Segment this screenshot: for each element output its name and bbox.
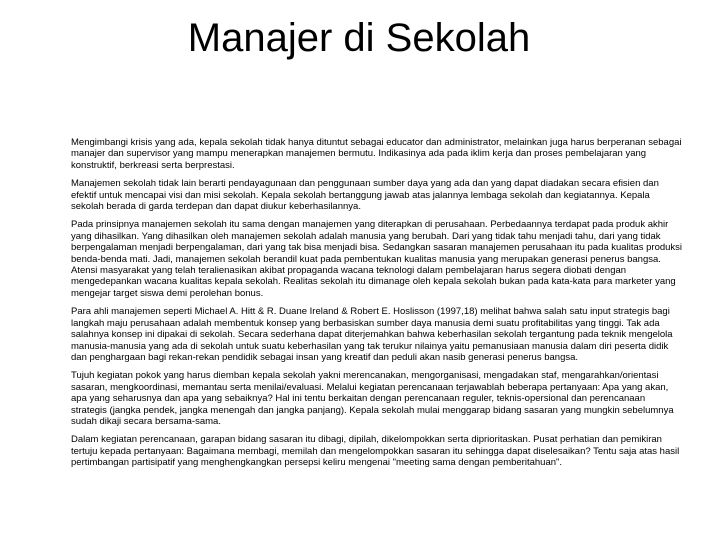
paragraph-3: Pada prinsipnya manajemen sekolah itu sama dengan manajemen yang diterapkan di perusahaan. Perbedaannya terdapat pada produk akhir yang dihasilkan. Yang dihasilkan oleh manajemen sekolah adalah manusia yang berubah. Dari yang tidak tahu menjadi tahu, dari yang tidak berpengalaman menjadi berpengalaman, dari yang tak bisa menjadi bisa. Sedangkan sasaran manajemen perusahaan itu pada kualitas produksi benda-benda mati. Jadi, manajemen sekolah berandil kuat pada pembentukan kualitas manusia yang merupakan generasi penerus bangsa. Atensi masyarakat yang telah teralienasikan akibat propaganda wacana teknologi dalam pembelajaran harus segera diobati dengan mengedepankan wacana kualitas kepala sekolah. Realitas sekolah itu dimanage oleh kepala sekolah bukan pada kata-kata para marketer yang mengejar target siswa demi perolehan bonus.	[71, 219, 683, 299]
slide-title: Manajer di Sekolah	[187, 16, 531, 60]
paragraph-1: Mengimbangi krisis yang ada, kepala sekolah tidak hanya dituntut sebagai educator dan administrator, melainkan juga harus berperanan sebagai manajer dan supervisor yang mampu menerapkan manajemen bermutu. Indikasinya ada pada iklim kerja dan proses pembelajaran yang konstruktif, berkreasi serta berprestasi.	[71, 137, 682, 171]
paragraph-2: Manajemen sekolah tidak lain berarti pendayagunaan dan penggunaan sumber daya yang ada dan yang dapat diadakan secara efisien dan efektif untuk mencapai visi dan misi sekolah. Kepala sekolah bertanggung jawab atas jalannya lembaga sekolah dan kegiatannya. Kepala sekolah berada di garda terdepan dan dapat diukur keberhasilannya.	[71, 178, 659, 213]
paragraph-6: Dalam kegiatan perencanaan, garapan bidang sasaran itu dibagi, dipilah, dikelompokkan serta diprioritaskan. Pusat perhatian dan pemikiran tertuju kepada pertanyaan: Bagaimana membagi, memilah dan mengelompokkan sasaran itu sehingga dapat diselesaikan? Tentu saja atas hasil pertimbangan partisipatif yang menghengkangkan persepsi keliru mengenai "meeting sama dengan pemberitahuan".	[71, 434, 680, 469]
paragraph-4: Para ahli manajemen seperti Michael A. Hitt & R. Duane Ireland & Robert E. Hoslisson (1997,18) melihat bahwa salah satu input strategis bagi langkah maju perusahaan adalah membentuk konsep yang berbasiskan sumber daya manusia demi suatu profitabilitas yang tinggi. Tak ada salahnya konsep ini dipakai di sekolah. Secara sederhana dapat diterjemahkan bahwa keberhasilan sekolah tergantung pada teknik mengelola manusia-manusia yang ada di sekolah untuk suatu keberhasilan yang tak terukur nilainya yaitu pemanusiaan manusia dalam diri peserta didik dan penghargaan bagi rekan-rekan pendidik sebagai insan yang kreatif dan peduli akan nasib generasi penerus bangsa.	[71, 306, 673, 363]
slide-body	[71, 137, 683, 476]
paragraph-5: Tujuh kegiatan pokok yang harus diemban kepala sekolah yakni merencanakan, mengorganisasi, mengadakan staf, mengarahkan/orientasi sasaran, mengkoordinasi, memantau serta menilai/evaluasi. Melalui kegiatan perencanaan terjawablah beberapa pertanyaan: Apa yang akan, apa yang seharusnya dan apa yang sebaiknya? Hal ini tentu berkaitan dengan perencanaan reguler, teknis-opersional dan perencanaan strategis (jangka pendek, jangka menengah dan jangka panjang). Kepala sekolah mulai menggarap bidang sasaran yang mungkin sebelumnya sudah dikaji secara bersama-sama.	[71, 370, 674, 427]
